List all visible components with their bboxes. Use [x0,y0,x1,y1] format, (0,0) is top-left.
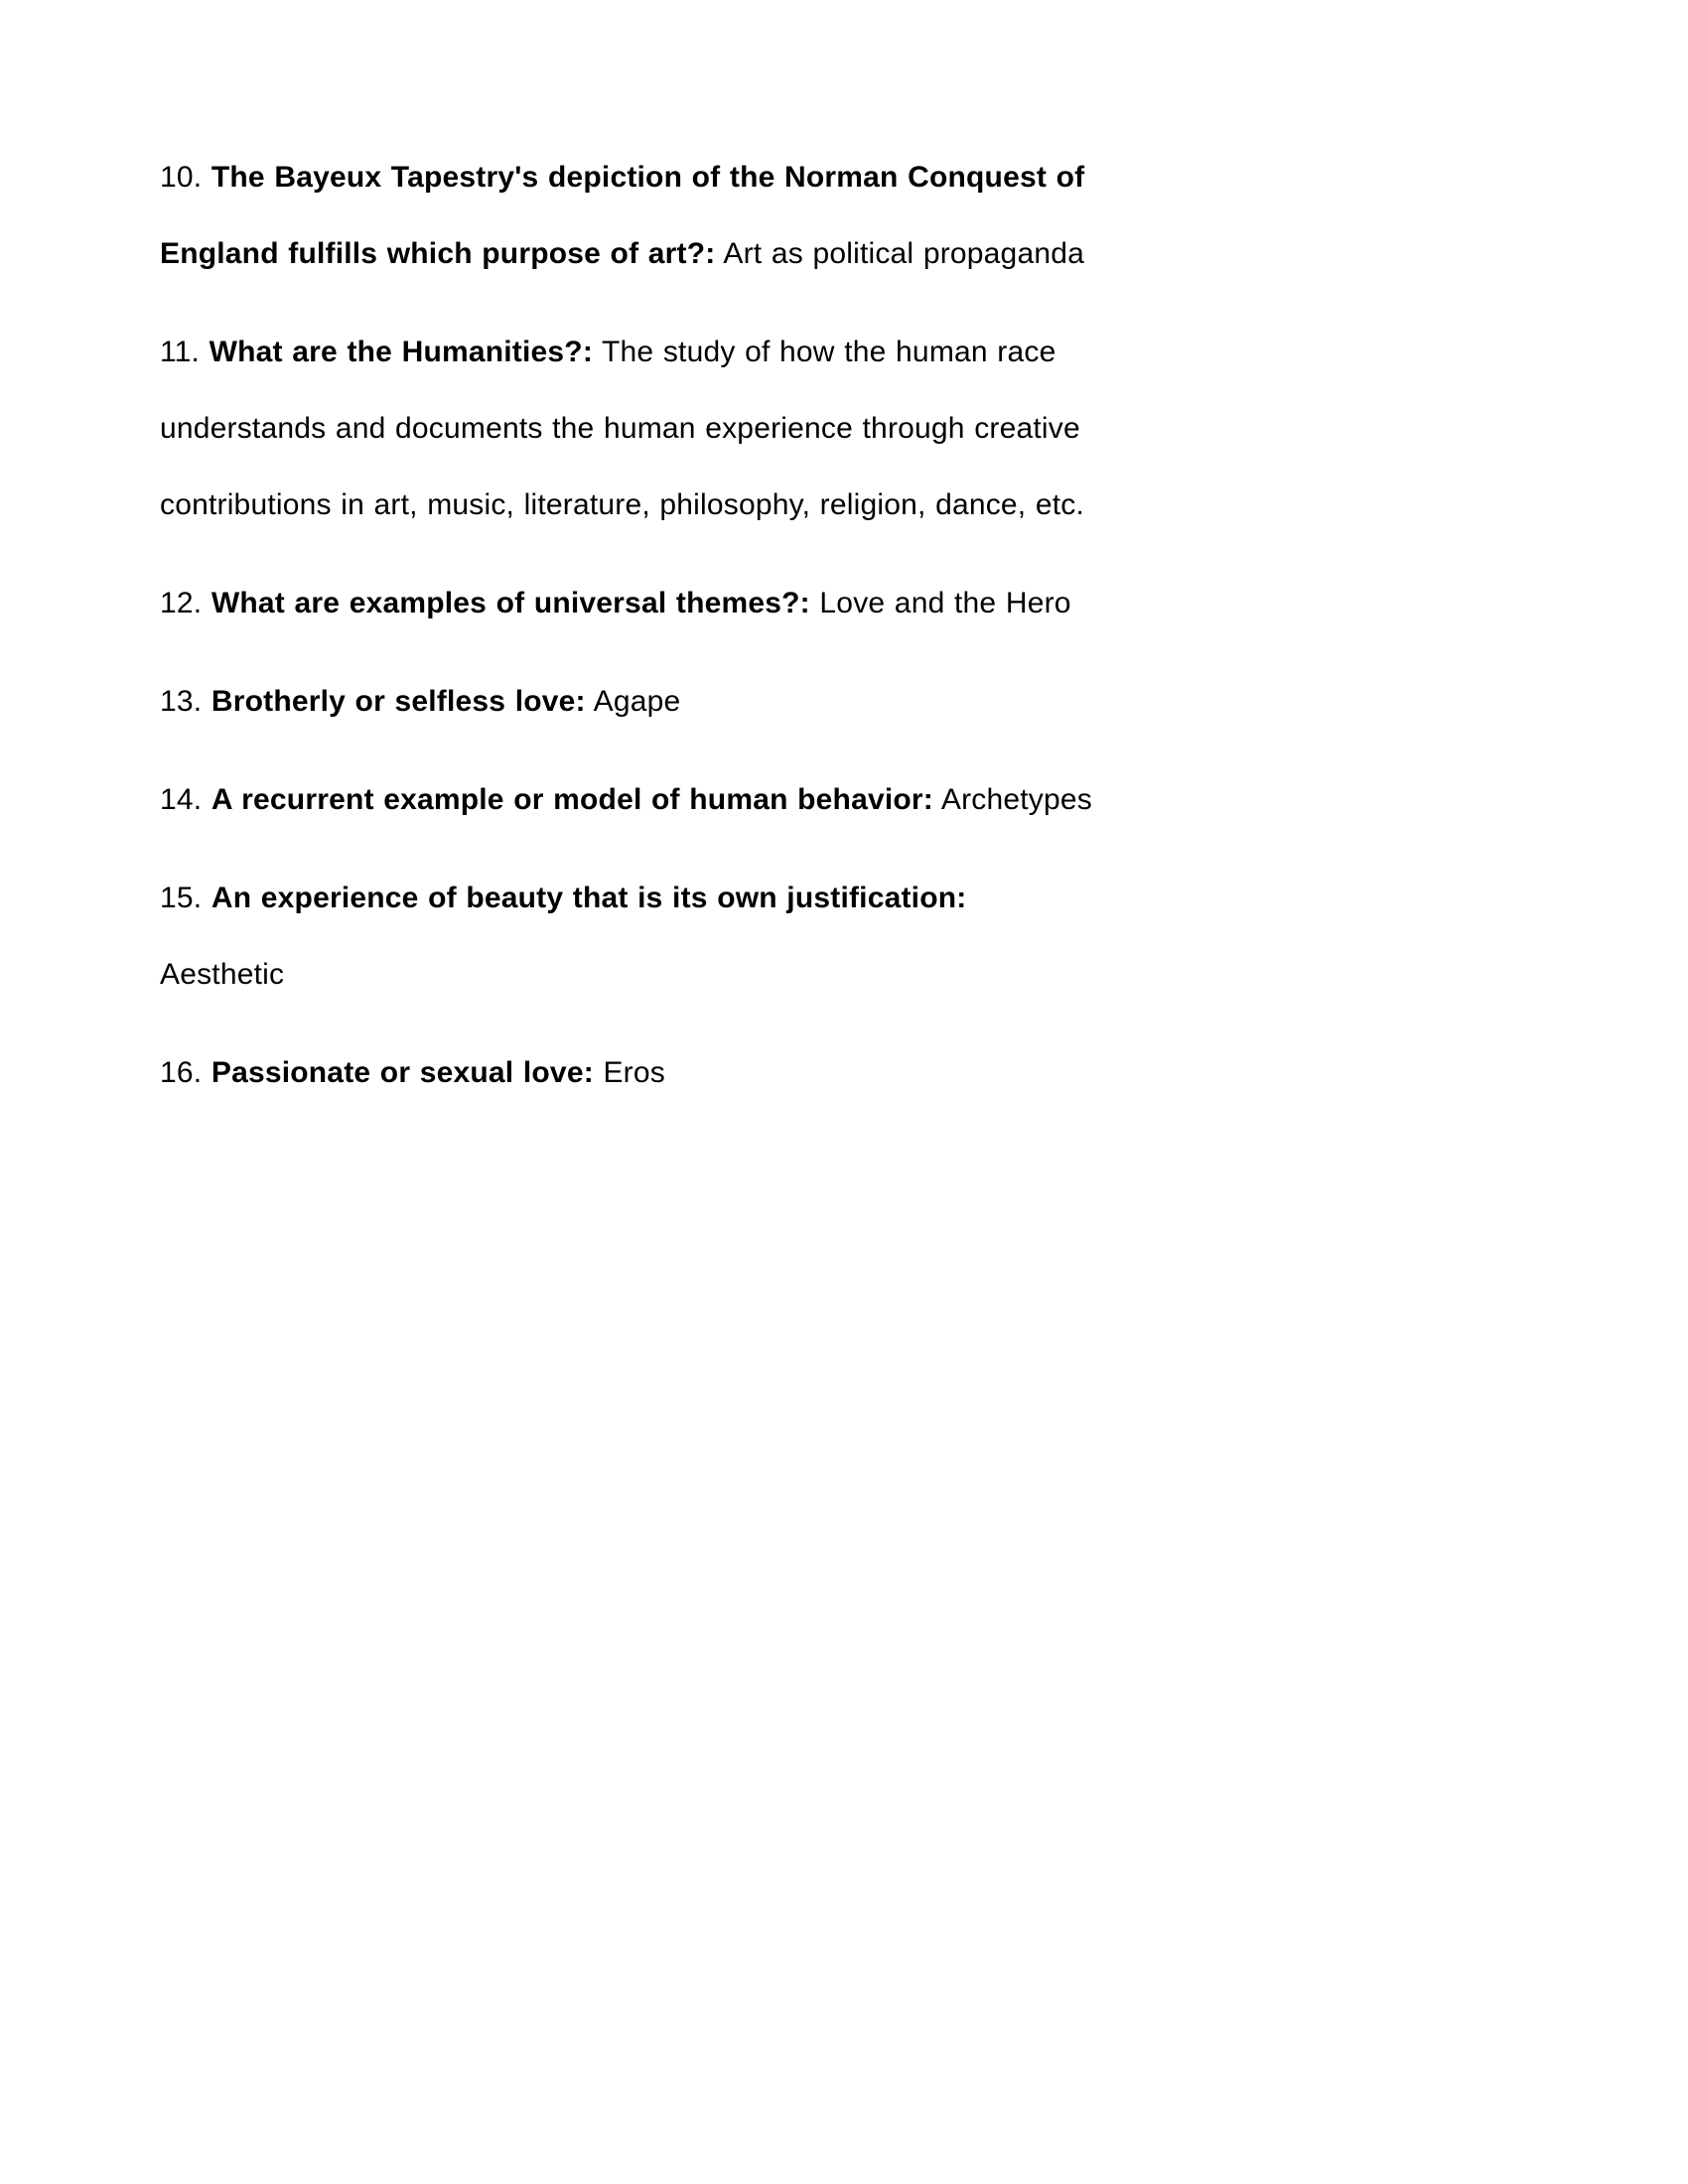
qa-item-number: 10. [160,161,203,194]
qa-item-question: Brotherly or selfless love: [211,685,586,718]
qa-item-question: What are examples of universal themes?: [211,587,810,619]
qa-item [160,860,1093,1013]
qa-item-answer: Eros [603,1056,665,1089]
qa-item-answer: Aesthetic [160,958,285,991]
qa-item-question: An experience of beauty that is its own justification: [211,882,967,914]
qa-item-number: 11. [160,336,201,368]
qa-item [160,761,1093,838]
qa-item [160,663,1093,740]
qa-item-number: 16. [160,1056,203,1089]
qa-item-number: 13. [160,685,203,718]
qa-item-answer: Archetypes [940,783,1092,816]
qa-item [160,565,1093,641]
qa-item-question: What are the Humanities?: [209,336,594,368]
qa-item-number: 15. [160,882,203,914]
qa-item-question: A recurrent example or model of human behavior: [211,783,933,816]
qa-item [160,139,1093,292]
qa-item [160,314,1093,543]
qa-item-question: The Bayeux Tapestry's depiction of the Norman Conquest of England fulfills which purpose of art?: [160,161,1085,270]
qa-item-answer: Love and the Hero [819,587,1071,619]
qa-item [160,1034,1093,1111]
qa-list [160,139,1093,1111]
qa-item-question: Passionate or sexual love: [211,1056,594,1089]
qa-item-answer: Art as political propaganda [723,237,1084,270]
document-page [160,139,1093,1133]
qa-item-number: 14. [160,783,203,816]
qa-item-number: 12. [160,587,203,619]
qa-item-answer: Agape [593,685,681,718]
qa-item-answer: The study of how the human race understands and documents the human experience through creative contributions in art, music, literature, philosophy, religion, dance, etc. [160,336,1085,521]
